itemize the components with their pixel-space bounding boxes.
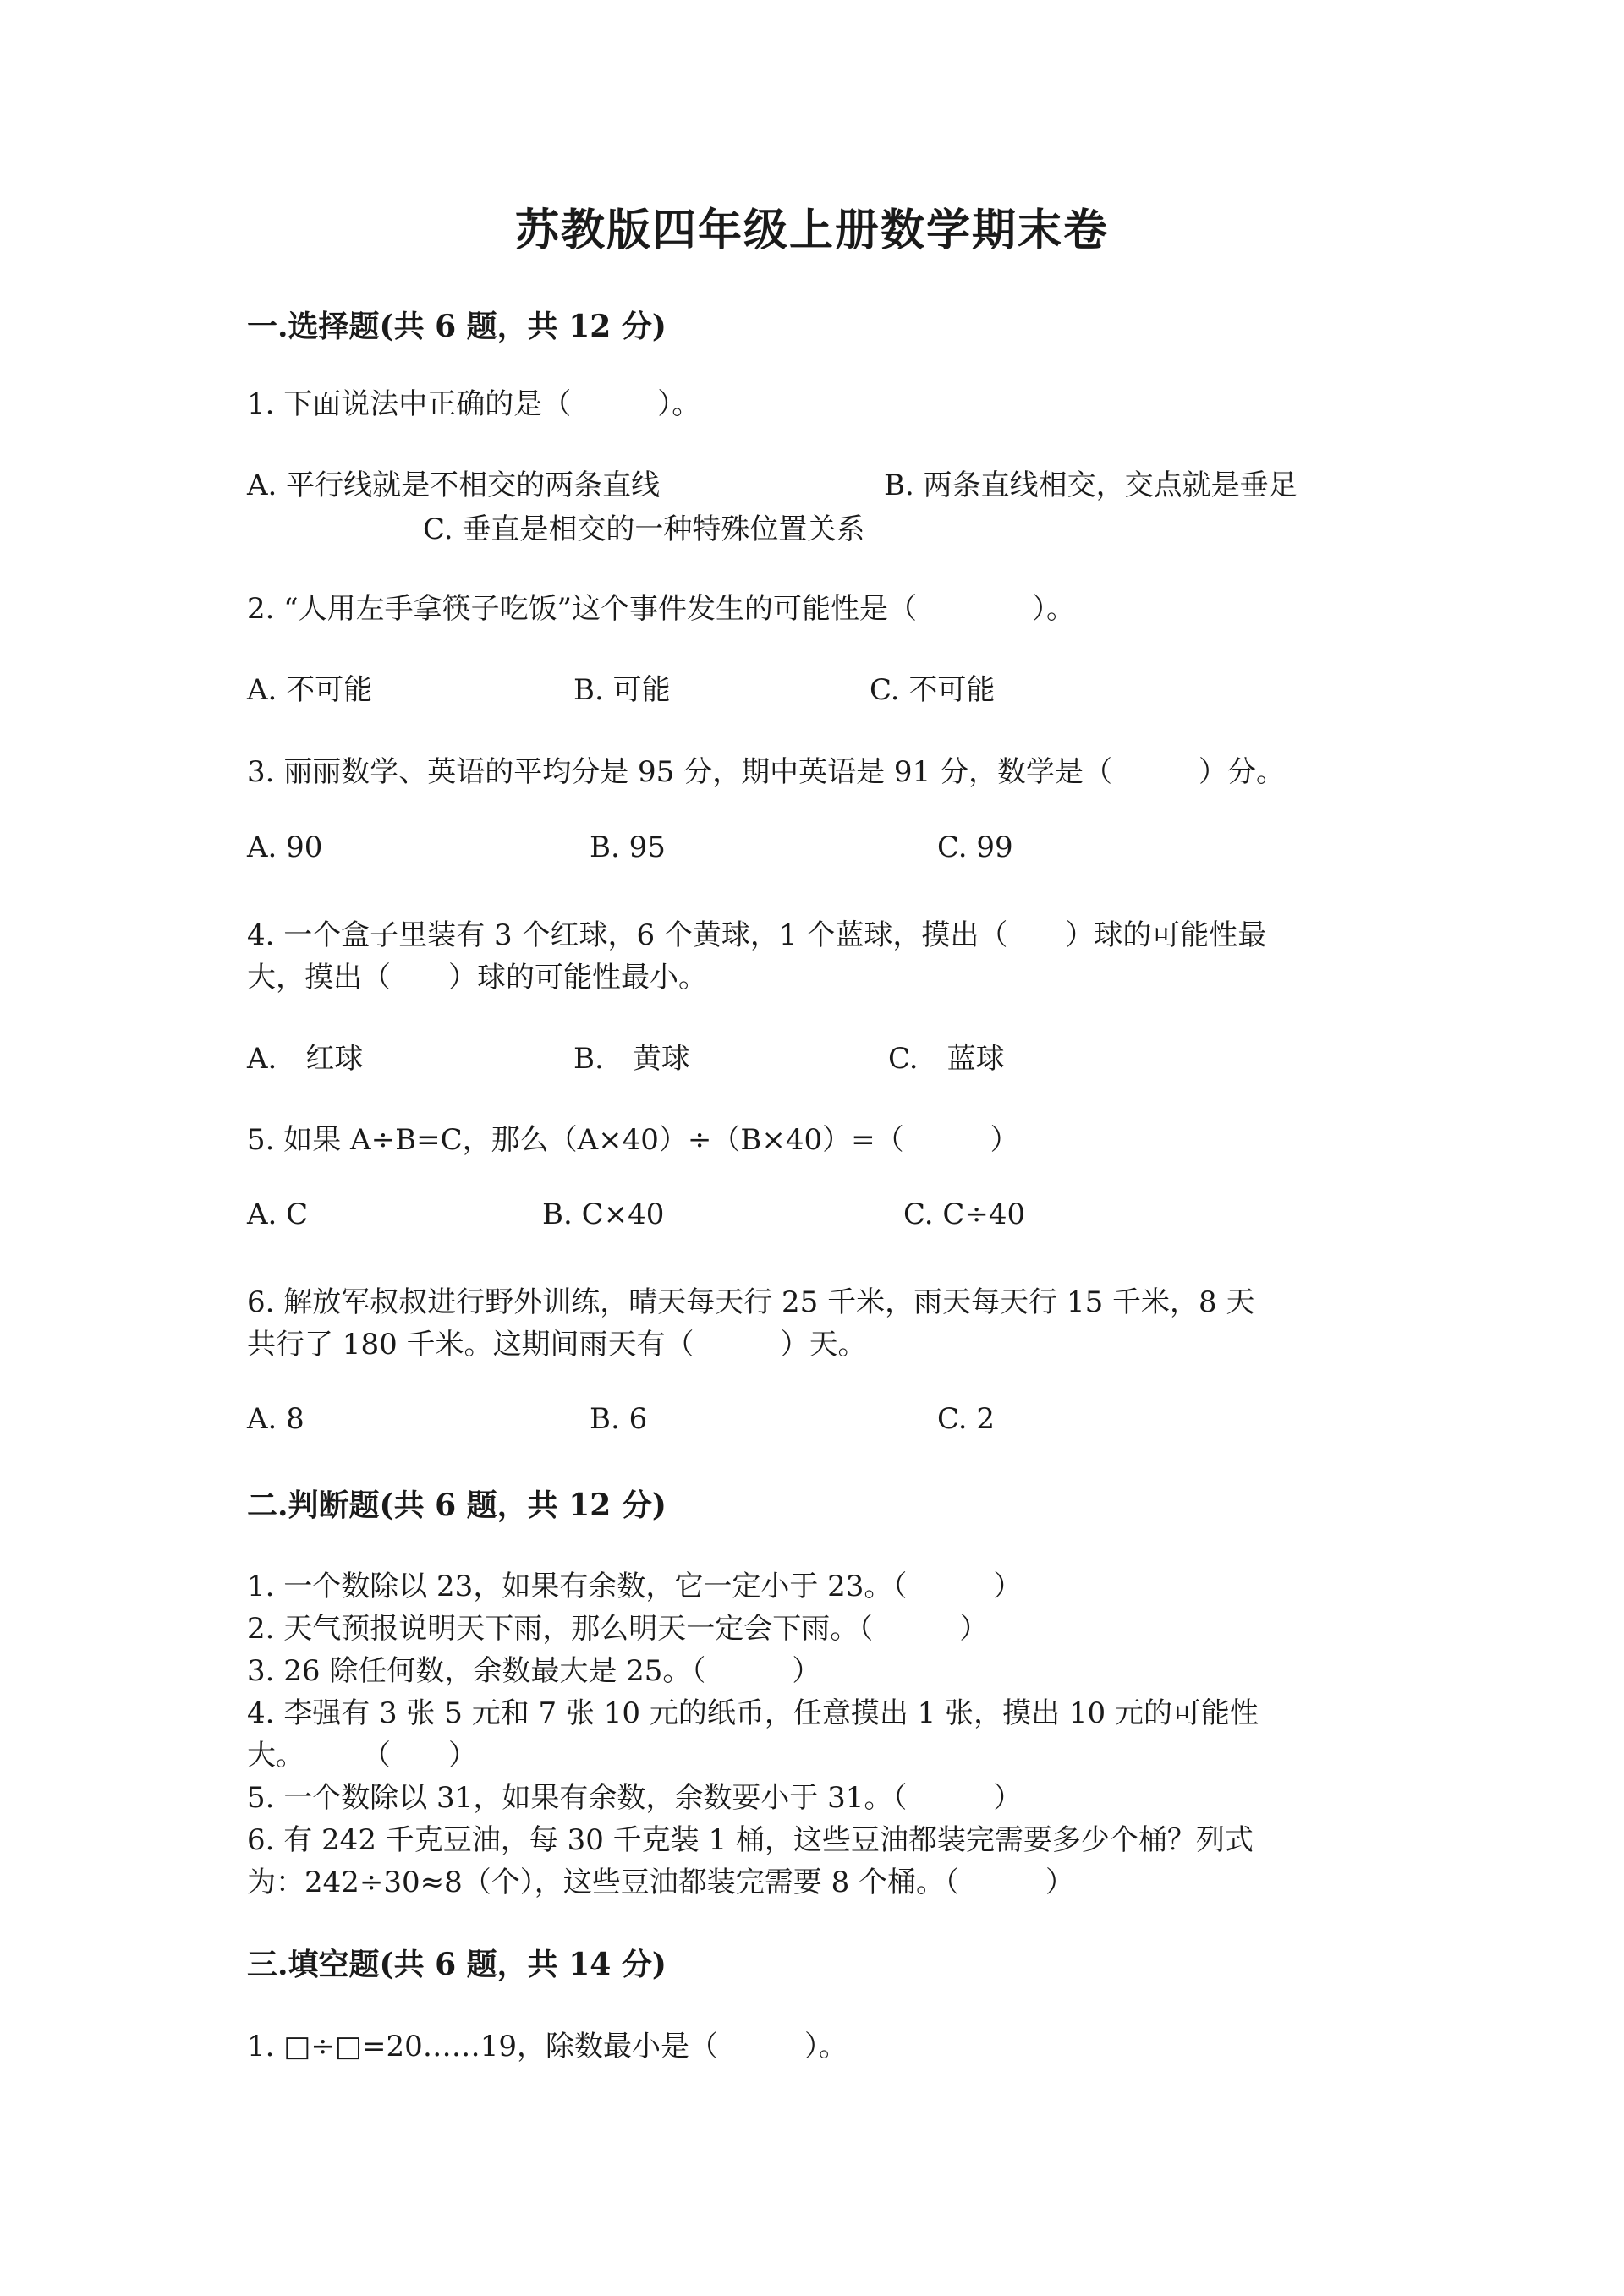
option-c: C. 垂直是相交的一种特殊位置关系 xyxy=(423,512,865,546)
option-c: C. C÷40 xyxy=(903,1197,1026,1231)
option-c: C. 蓝球 xyxy=(888,1042,1005,1076)
question-text-line: 6. 解放军叔叔进行野外训练，晴天每天行 25 千米，雨天每天行 15 千米，8 天 xyxy=(247,1285,1255,1319)
question-text: 1. 下面说法中正确的是（ ）。 xyxy=(247,387,701,421)
judgement-line: 4. 李强有 3 张 5 元和 7 张 10 元的纸币，任意摸出 1 张，摸出 10 元的可能性 xyxy=(247,1696,1259,1730)
option-c: C. 2 xyxy=(937,1402,996,1436)
option-b: B. 6 xyxy=(590,1402,648,1436)
judgement-line: 6. 有 242 千克豆油，每 30 千克装 1 桶，这些豆油都装完需要多少个桶？列式 xyxy=(247,1823,1254,1857)
option-b: B. 两条直线相交，交点就是垂足 xyxy=(884,469,1298,502)
section-heading-choice: 一.选择题(共 6 题，共 12 分) xyxy=(247,309,667,344)
option-a: A. 平行线就是不相交的两条直线 xyxy=(247,469,661,502)
option-b: B. 95 xyxy=(590,830,666,864)
option-a: A. C xyxy=(247,1197,309,1231)
option-a: A. 不可能 xyxy=(247,673,373,707)
option-a: A. 红球 xyxy=(247,1042,364,1076)
judgement-line: 为：242÷30≈8（个），这些豆油都装完需要 8 个桶。（ ） xyxy=(247,1866,1075,1899)
judgement-line: 1. 一个数除以 23，如果有余数，它一定小于 23。（ ） xyxy=(247,1570,1023,1603)
option-c: C. 99 xyxy=(937,830,1013,864)
question-text: 5. 如果 A÷B=C，那么（A×40）÷（B×40）=（ ） xyxy=(247,1123,1019,1157)
option-b: B. C×40 xyxy=(542,1197,665,1231)
option-c: C. 不可能 xyxy=(870,673,996,707)
judgement-line: 大。 （ ） xyxy=(247,1739,477,1773)
section-heading-fill-in: 三.填空题(共 6 题，共 14 分) xyxy=(247,1947,667,1982)
question-text: 3. 丽丽数学、英语的平均分是 95 分，期中英语是 91 分，数学是（ ）分。 xyxy=(247,755,1286,789)
page-title: 苏教版四年级上册数学期末卷 xyxy=(514,205,1109,256)
option-b: B. 黄球 xyxy=(573,1042,690,1076)
question-text: 2. “人用左手拿筷子吃饭”这个事件发生的可能性是（ ）。 xyxy=(247,592,1076,626)
judgement-line: 5. 一个数除以 31，如果有余数，余数要小于 31。（ ） xyxy=(247,1781,1023,1815)
section-heading-true-false: 二.判断题(共 6 题，共 12 分) xyxy=(247,1488,667,1523)
question-text: 1. □÷□=20……19，除数最小是（ ）。 xyxy=(247,2030,848,2063)
question-text-line: 4. 一个盒子里装有 3 个红球，6 个黄球，1 个蓝球，摸出（ ）球的可能性最 xyxy=(247,918,1267,952)
judgement-line: 2. 天气预报说明天下雨，那么明天一定会下雨。（ ） xyxy=(247,1612,989,1646)
question-text-line: 大，摸出（ ）球的可能性最小。 xyxy=(247,961,707,995)
option-b: B. 可能 xyxy=(573,673,671,707)
option-a: A. 8 xyxy=(247,1402,304,1436)
option-a: A. 90 xyxy=(247,830,323,864)
judgement-line: 3. 26 除任何数，余数最大是 25。（ ） xyxy=(247,1654,821,1688)
question-text-line: 共行了 180 千米。这期间雨天有（ ）天。 xyxy=(247,1328,867,1362)
